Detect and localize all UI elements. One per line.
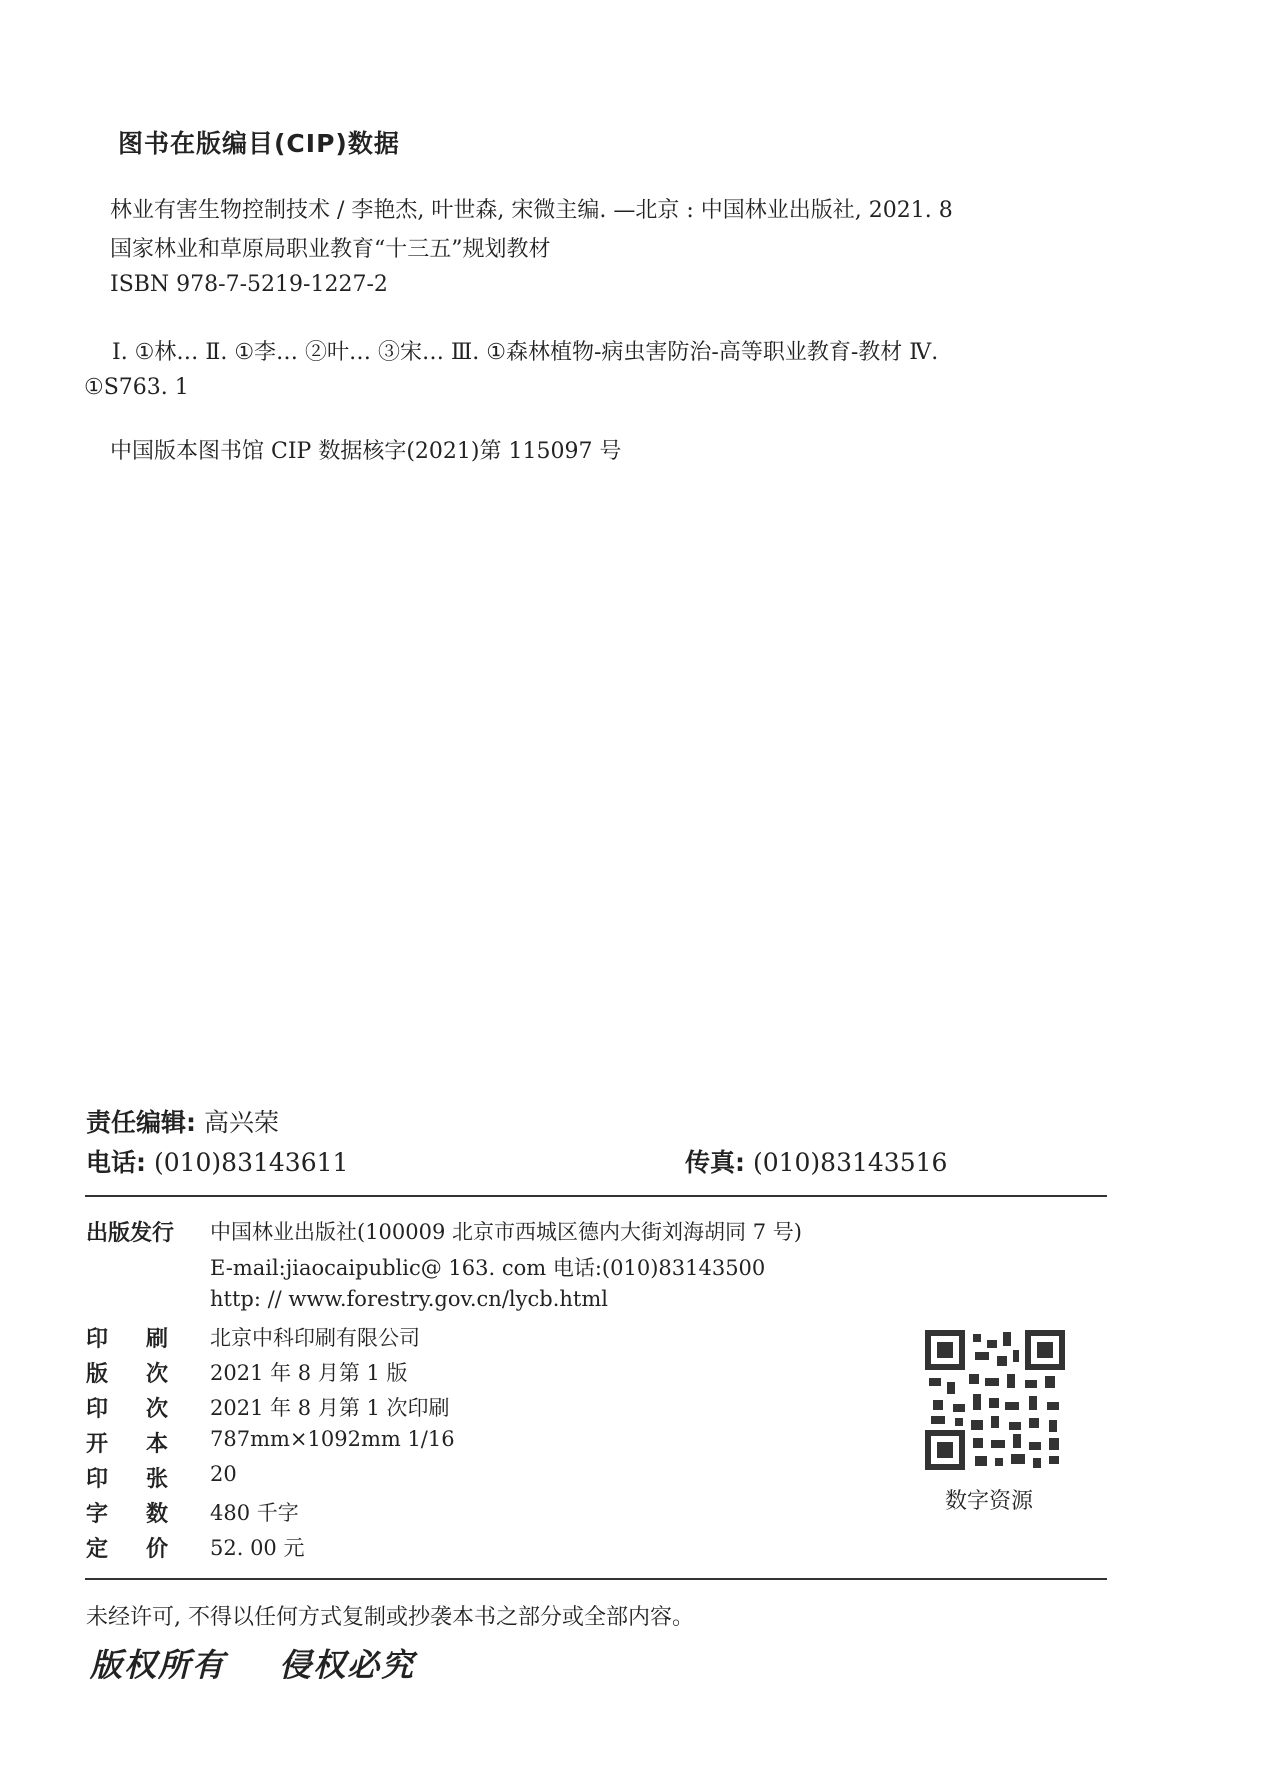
word-count-value: 480 千字: [210, 1501, 299, 1525]
printer-label: 印刷: [86, 1327, 207, 1352]
cip-title: 图书在版编目(CIP)数据: [118, 129, 400, 158]
publisher-label: 出版发行: [86, 1221, 175, 1246]
sheets-label: 印张: [86, 1467, 207, 1492]
price-value: 52. 00 元: [210, 1536, 305, 1560]
publisher-email-phone: E-mail:jiaocaipublic@ 163. com 电话:(010)83143500: [210, 1256, 766, 1280]
word-count-label: 字数: [86, 1502, 207, 1527]
format-value: 787mm×1092mm 1/16: [210, 1427, 455, 1451]
cip-isbn-line: ISBN 978-7-5219-1227-2: [110, 272, 388, 297]
format-label: 开本: [86, 1432, 207, 1457]
editor-name: 高兴荣: [203, 1108, 279, 1137]
edition-value: 2021 年 8 月第 1 版: [210, 1361, 408, 1385]
divider-top: [85, 1195, 1107, 1197]
impression-label: 印次: [86, 1397, 207, 1422]
editor-label: 责任编辑:: [86, 1108, 196, 1137]
publisher-value: 中国林业出版社(100009 北京市西城区德内大街刘海胡同 7 号): [210, 1220, 802, 1244]
qr-code-graphic: [925, 1330, 1065, 1470]
divider-bottom: [85, 1578, 1107, 1580]
editor-fax: [685, 1143, 947, 1179]
rights-reserved: [90, 1640, 415, 1686]
printer-value: 北京中科印刷有限公司: [210, 1326, 420, 1350]
copyright-notice: 未经许可, 不得以任何方式复制或抄袭本书之部分或全部内容。: [86, 1605, 694, 1630]
infringement-text: 侵权必究: [279, 1646, 416, 1684]
cip-record-number: 中国版本图书馆 CIP 数据核字(2021)第 115097 号: [110, 439, 622, 464]
rights-reserved-text: 版权所有: [90, 1646, 227, 1684]
fax-number: (010)83143516: [752, 1148, 948, 1177]
responsible-editor: [86, 1103, 279, 1139]
cip-classification-line: Ⅰ. ①林… Ⅱ. ①李… ②叶… ③宋… Ⅲ. ①森林植物-病虫害防治-高等职业教育-教材 Ⅳ.: [112, 340, 939, 365]
fax-label: 传真:: [685, 1148, 745, 1177]
publisher-url: http: // www.forestry.gov.cn/lycb.html: [210, 1287, 608, 1311]
qr-caption: 数字资源: [945, 1489, 1034, 1514]
cip-series-line: 国家林业和草原局职业教育“十三五”规划教材: [110, 237, 551, 262]
qr-code[interactable]: [925, 1330, 1065, 1470]
phone-label: 电话:: [86, 1148, 146, 1177]
edition-label: 版次: [86, 1362, 207, 1387]
cip-bibliographic-line: 林业有害生物控制技术 / 李艳杰, 叶世森, 宋微主编. —北京 : 中国林业出版社, 2021. 8: [110, 198, 953, 223]
editor-phone: [86, 1143, 348, 1179]
sheets-value: 20: [210, 1462, 237, 1486]
cip-classification-code: ①S763. 1: [84, 375, 189, 400]
price-label: 定价: [86, 1537, 207, 1562]
impression-value: 2021 年 8 月第 1 次印刷: [210, 1396, 450, 1420]
phone-number: (010)83143611: [153, 1148, 349, 1177]
